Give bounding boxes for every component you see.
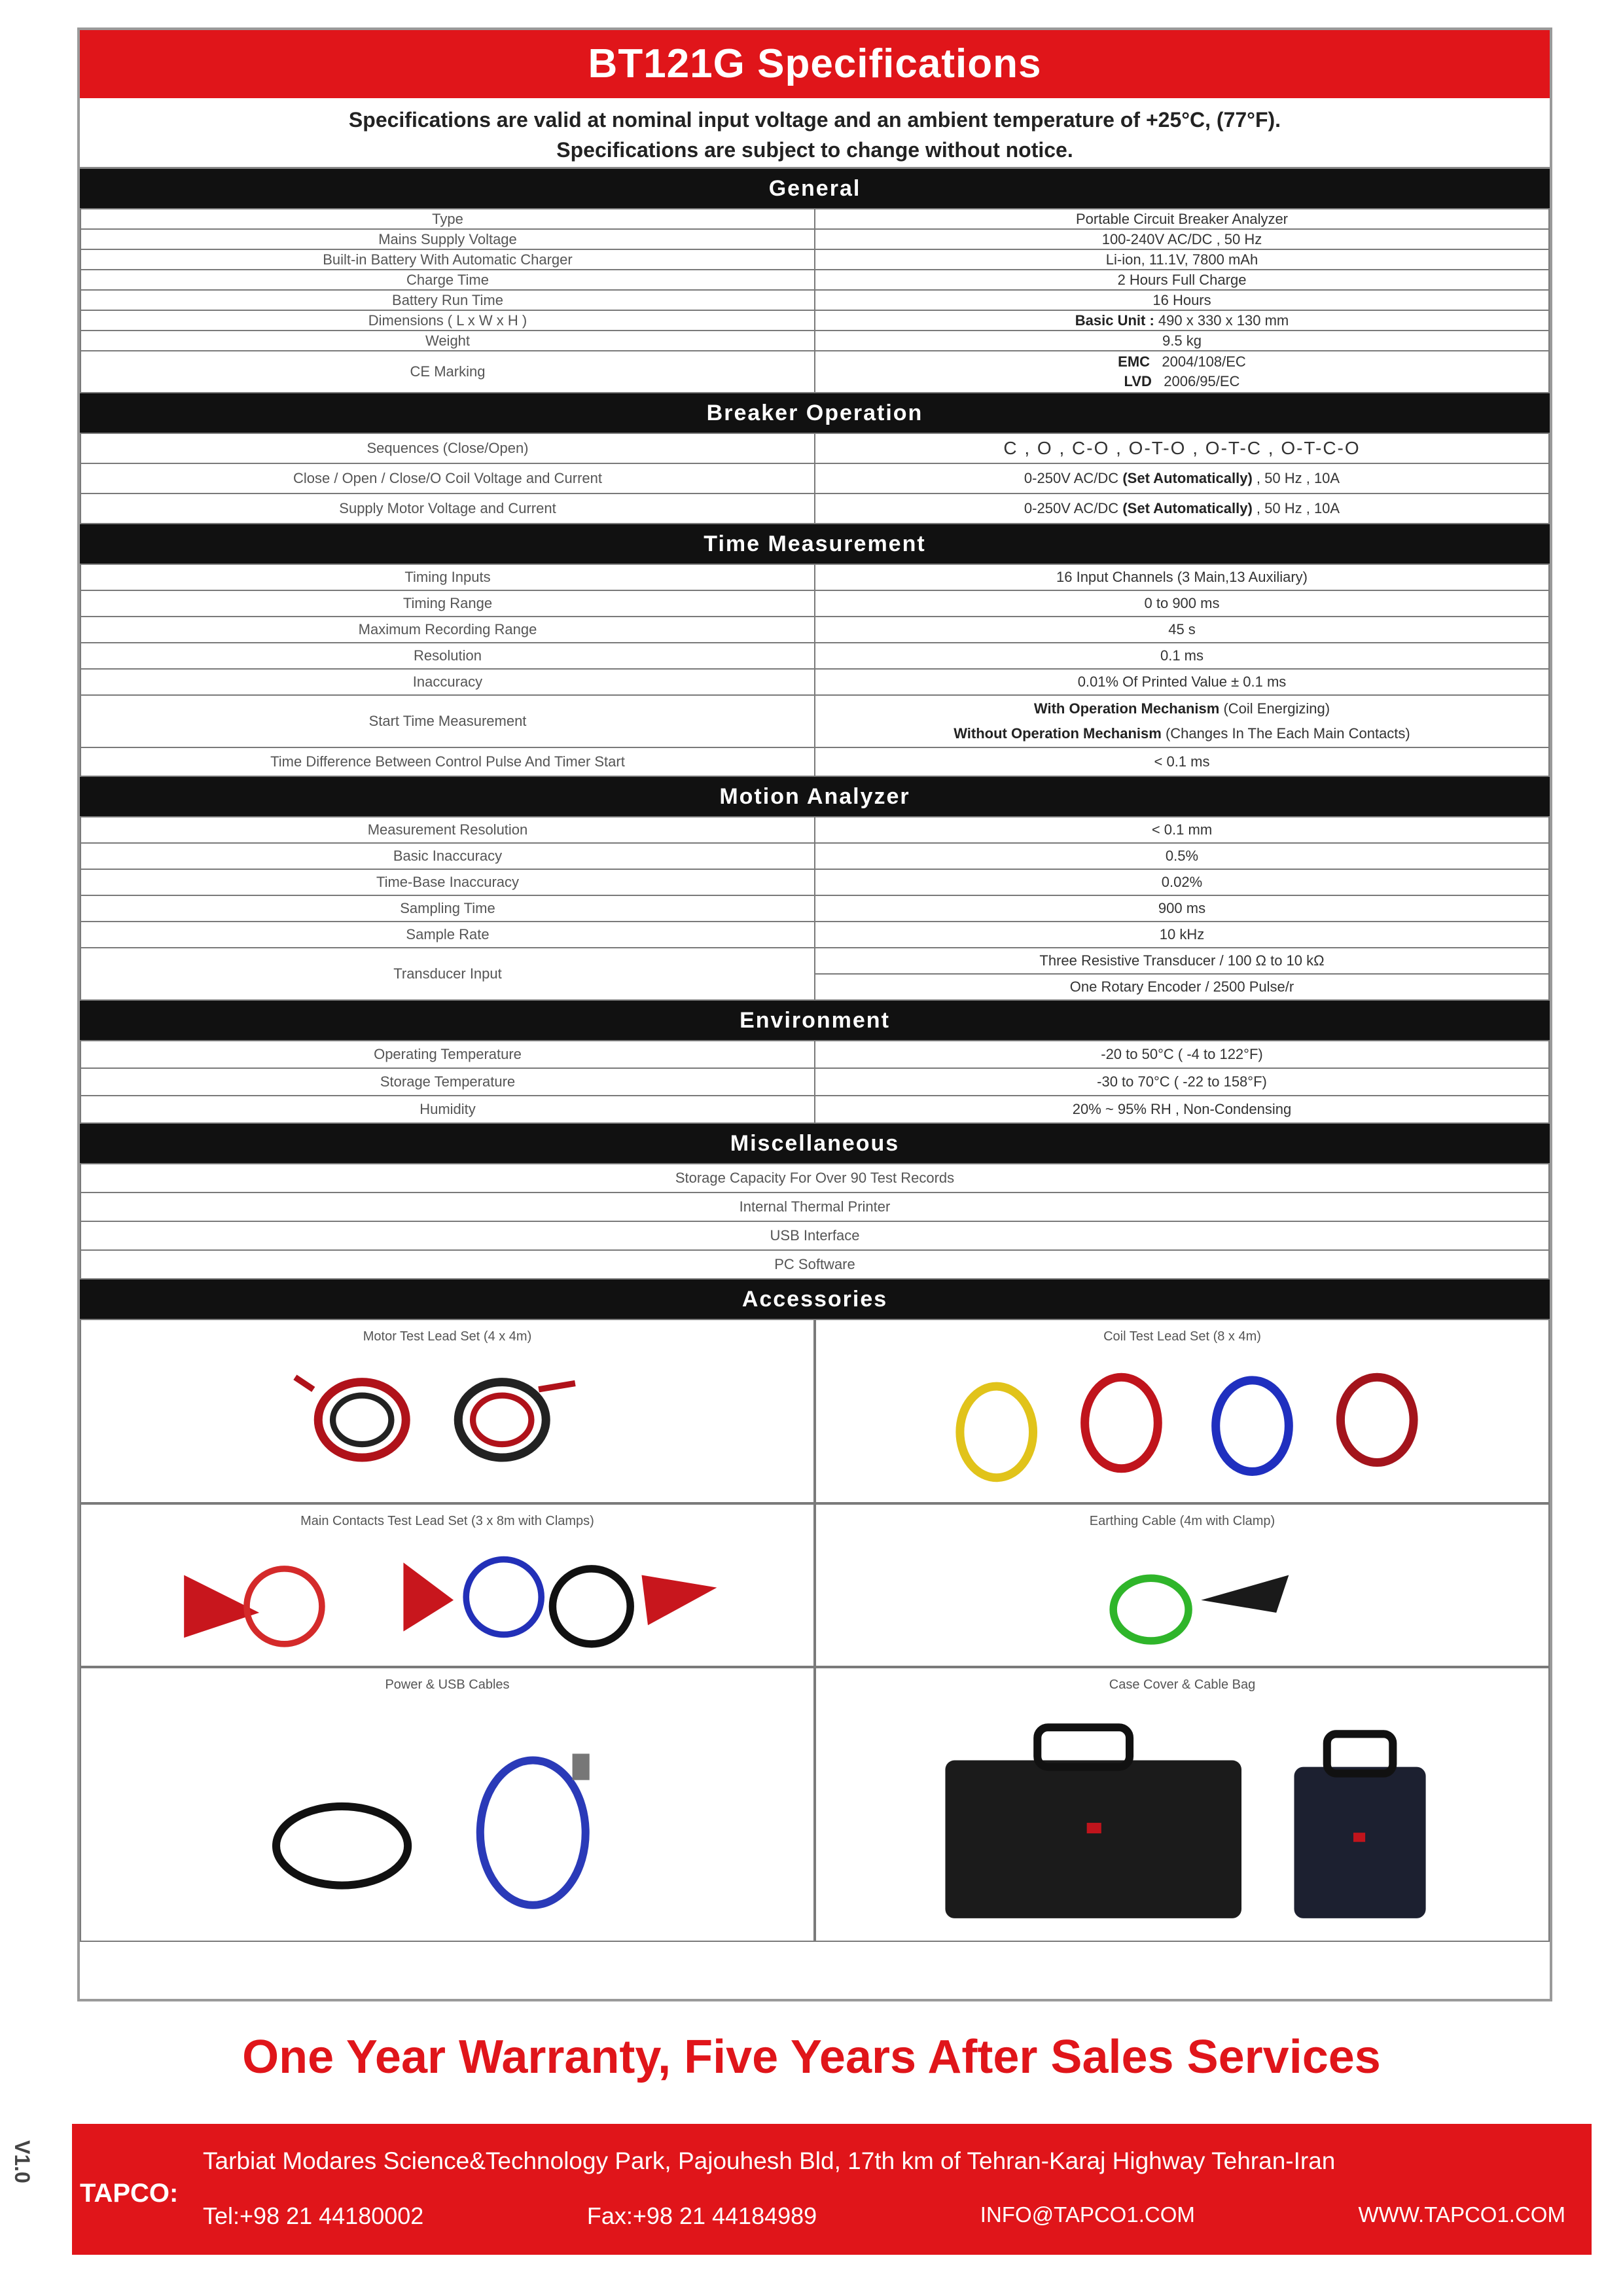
spec-value — [815, 310, 1549, 331]
phone: Tel:+98 21 44180002 — [203, 2202, 424, 2229]
spec-label: Inaccuracy — [80, 669, 815, 695]
spec-value: -20 to 50°C ( -4 to 122°F) — [815, 1041, 1549, 1068]
spec-value: 20% ~ 95% RH , Non-Condensing — [815, 1096, 1549, 1123]
lvd-value: 2006/95/EC — [1164, 373, 1240, 389]
accessories-grid — [80, 1319, 1550, 1942]
spec-label: Battery Run Time — [80, 290, 815, 310]
address: Tarbiat Modares Science&Technology Park, Pajouhesh Bld, 17th km of Tehran-Karaj Highway Tehran-Iran — [203, 2147, 1336, 2174]
spec-label: Timing Range — [80, 590, 815, 617]
section-general-header: General — [80, 169, 1550, 208]
spec-value: One Rotary Encoder / 2500 Pulse/r — [815, 974, 1549, 1000]
contact-row — [203, 2202, 1565, 2230]
spec-label: Measurement Resolution — [80, 817, 815, 843]
spec-value: -30 to 70°C ( -22 to 158°F) — [815, 1068, 1549, 1096]
spec-value: Li-ion, 11.1V, 7800 mAh — [815, 249, 1549, 270]
table-row — [80, 669, 1549, 695]
table-row — [80, 310, 1549, 331]
spec-label: Operating Temperature — [80, 1041, 815, 1068]
table-row — [80, 270, 1549, 290]
table-row — [80, 747, 1549, 776]
table-row — [80, 433, 1549, 463]
accessory-caption: Earthing Cable (4m with Clamp) — [1089, 1514, 1275, 1528]
emc-value: 2004/108/EC — [1162, 353, 1246, 370]
spec-value: 900 ms — [815, 895, 1549, 922]
section-misc-header: Miscellaneous — [80, 1124, 1550, 1163]
table-row — [80, 331, 1549, 351]
misc-item: PC Software — [80, 1250, 1549, 1279]
table-row — [80, 948, 1549, 974]
motion-table — [80, 816, 1550, 1001]
section-accessories-header: Accessories — [80, 1280, 1550, 1319]
email-link[interactable]: INFO@TAPCO1.COM — [980, 2202, 1195, 2227]
section-breaker-header: Breaker Operation — [80, 393, 1550, 433]
power-usb-cables-icon — [81, 1701, 813, 1931]
spec-label: Mains Supply Voltage — [80, 229, 815, 249]
intro-line-1: Specifications are valid at nominal input voltage and an ambient temperature of +25°C, (77°F). — [348, 108, 1281, 132]
ce-emc — [819, 352, 1544, 372]
emc-key: EMC — [1118, 353, 1150, 370]
accessory-earthing-cable — [815, 1503, 1550, 1667]
spec-value: < 0.1 mm — [815, 817, 1549, 843]
table-row — [80, 590, 1549, 617]
accessory-coil-leads — [815, 1319, 1550, 1503]
table-row — [80, 817, 1549, 843]
general-table — [80, 208, 1550, 393]
table-row — [80, 1193, 1549, 1221]
table-row — [80, 895, 1549, 922]
table-row — [80, 1164, 1549, 1193]
accessory-caption: Power & USB Cables — [385, 1677, 510, 1692]
accessory-caption: Case Cover & Cable Bag — [1109, 1677, 1256, 1692]
table-row — [80, 922, 1549, 948]
value-text: 0-250V AC/DC — [1024, 470, 1119, 486]
spec-value: 0 to 900 ms — [815, 590, 1549, 617]
value-text: (Coil Energizing) — [1223, 700, 1330, 717]
spec-value: 9.5 kg — [815, 331, 1549, 351]
spec-value: 45 s — [815, 617, 1549, 643]
spec-label: Weight — [80, 331, 815, 351]
spec-label: Time Difference Between Control Pulse And Timer Start — [80, 747, 815, 776]
table-row — [80, 564, 1549, 590]
spec-label: Type — [80, 209, 815, 229]
version-label: V1.0 — [10, 2140, 34, 2183]
value-bold: With Operation Mechanism — [1033, 700, 1220, 717]
start-with-mechanism — [819, 696, 1544, 721]
table-row — [80, 1096, 1549, 1123]
spec-value: 16 Hours — [815, 290, 1549, 310]
value-text-2: , 50 Hz , 10A — [1256, 500, 1340, 516]
spec-value: 0.5% — [815, 843, 1549, 869]
spec-value — [815, 463, 1549, 493]
accessory-caption: Main Contacts Test Lead Set (3 x 8m with Clamps) — [300, 1514, 594, 1528]
value-bold: (Set Automatically) — [1122, 500, 1253, 516]
spec-label: Basic Inaccuracy — [80, 843, 815, 869]
accessory-caption: Coil Test Lead Set (8 x 4m) — [1103, 1329, 1261, 1344]
section-time-header: Time Measurement — [80, 524, 1550, 564]
section-environment-header: Environment — [80, 1001, 1550, 1040]
value-text: (Changes In The Each Main Contacts) — [1165, 725, 1410, 742]
misc-item: USB Interface — [80, 1221, 1549, 1250]
spec-value: 2 Hours Full Charge — [815, 270, 1549, 290]
table-row — [80, 249, 1549, 270]
brand-name: TAPCO: — [80, 2179, 179, 2208]
accessory-bags — [815, 1667, 1550, 1942]
intro-note — [80, 98, 1550, 169]
spec-value: 100-240V AC/DC , 50 Hz — [815, 229, 1549, 249]
spec-label: Charge Time — [80, 270, 815, 290]
intro-line-2: Specifications are subject to change without notice. — [556, 138, 1073, 162]
spec-label: Transducer Input — [80, 948, 815, 1000]
accessory-caption: Motor Test Lead Set (4 x 4m) — [363, 1329, 532, 1344]
clamp-cables-icon — [81, 1537, 813, 1657]
footer — [72, 2124, 1592, 2255]
table-row — [80, 617, 1549, 643]
fax: Fax:+98 21 44184989 — [586, 2202, 817, 2229]
warranty-banner: One Year Warranty, Five Years After Sales Services — [242, 2031, 1381, 2083]
spec-value: < 0.1 ms — [815, 747, 1549, 776]
spec-value: C , O , C-O , O-T-O , O-T-C , O-T-C-O — [815, 433, 1549, 463]
lvd-key: LVD — [1124, 373, 1152, 389]
colored-coil-cables-icon — [816, 1353, 1548, 1493]
red-black-cables-icon — [81, 1353, 813, 1493]
accessory-motor-leads — [80, 1319, 815, 1503]
misc-item: Storage Capacity For Over 90 Test Records — [80, 1164, 1549, 1193]
spec-label: Timing Inputs — [80, 564, 815, 590]
spec-label: Start Time Measurement — [80, 695, 815, 747]
section-motion-header: Motion Analyzer — [80, 777, 1550, 816]
spec-label: Supply Motor Voltage and Current — [80, 493, 815, 524]
spec-label: Close / Open / Close/O Coil Voltage and Current — [80, 463, 815, 493]
table-row — [80, 843, 1549, 869]
spec-value: Three Resistive Transducer / 100 Ω to 10 kΩ — [815, 948, 1549, 974]
spec-value: 0.02% — [815, 869, 1549, 895]
spec-label: Resolution — [80, 643, 815, 669]
misc-item: Internal Thermal Printer — [80, 1193, 1549, 1221]
spec-label: Maximum Recording Range — [80, 617, 815, 643]
spec-label: CE Marking — [80, 351, 815, 393]
table-row — [80, 209, 1549, 229]
table-row — [80, 351, 1549, 393]
spec-value — [815, 351, 1549, 393]
table-row — [80, 643, 1549, 669]
spec-label: Dimensions ( L x W x H ) — [80, 310, 815, 331]
spec-value: Portable Circuit Breaker Analyzer — [815, 209, 1549, 229]
spec-value: 16 Input Channels (3 Main,13 Auxiliary) — [815, 564, 1549, 590]
spec-sheet — [77, 27, 1552, 2001]
value-text: 490 x 330 x 130 mm — [1158, 312, 1289, 329]
spec-label: Sequences (Close/Open) — [80, 433, 815, 463]
time-table — [80, 564, 1550, 777]
bags-icon — [816, 1701, 1548, 1931]
value-bold: Basic Unit : — [1075, 312, 1154, 329]
table-row — [80, 1221, 1549, 1250]
website-link[interactable]: WWW.TAPCO1.COM — [1358, 2202, 1565, 2227]
value-text-2: , 50 Hz , 10A — [1256, 470, 1340, 486]
table-row — [80, 695, 1549, 747]
misc-table — [80, 1163, 1550, 1280]
spec-value: 0.1 ms — [815, 643, 1549, 669]
table-row — [80, 493, 1549, 524]
value-bold: Without Operation Mechanism — [954, 725, 1162, 742]
breaker-table — [80, 433, 1550, 524]
spec-label: Sample Rate — [80, 922, 815, 948]
accessory-main-contacts — [80, 1503, 815, 1667]
spec-value — [815, 493, 1549, 524]
table-row — [80, 1068, 1549, 1096]
spec-label: Time-Base Inaccuracy — [80, 869, 815, 895]
spec-value: 0.01% Of Printed Value ± 0.1 ms — [815, 669, 1549, 695]
table-row — [80, 463, 1549, 493]
table-row — [80, 1250, 1549, 1279]
green-earth-cable-icon — [816, 1537, 1548, 1657]
spec-label: Humidity — [80, 1096, 815, 1123]
value-bold: (Set Automatically) — [1122, 470, 1253, 486]
table-row — [80, 290, 1549, 310]
table-row — [80, 869, 1549, 895]
value-text: 0-250V AC/DC — [1024, 500, 1119, 516]
spec-value: 10 kHz — [815, 922, 1549, 948]
page-title: BT121G Specifications — [80, 30, 1550, 98]
environment-table — [80, 1040, 1550, 1124]
ce-lvd — [819, 372, 1544, 391]
table-row — [80, 1041, 1549, 1068]
spec-label: Built-in Battery With Automatic Charger — [80, 249, 815, 270]
start-without-mechanism — [819, 721, 1544, 746]
spec-label: Storage Temperature — [80, 1068, 815, 1096]
spec-value — [815, 695, 1549, 747]
table-row — [80, 229, 1549, 249]
accessory-power-usb — [80, 1667, 815, 1942]
spec-label: Sampling Time — [80, 895, 815, 922]
